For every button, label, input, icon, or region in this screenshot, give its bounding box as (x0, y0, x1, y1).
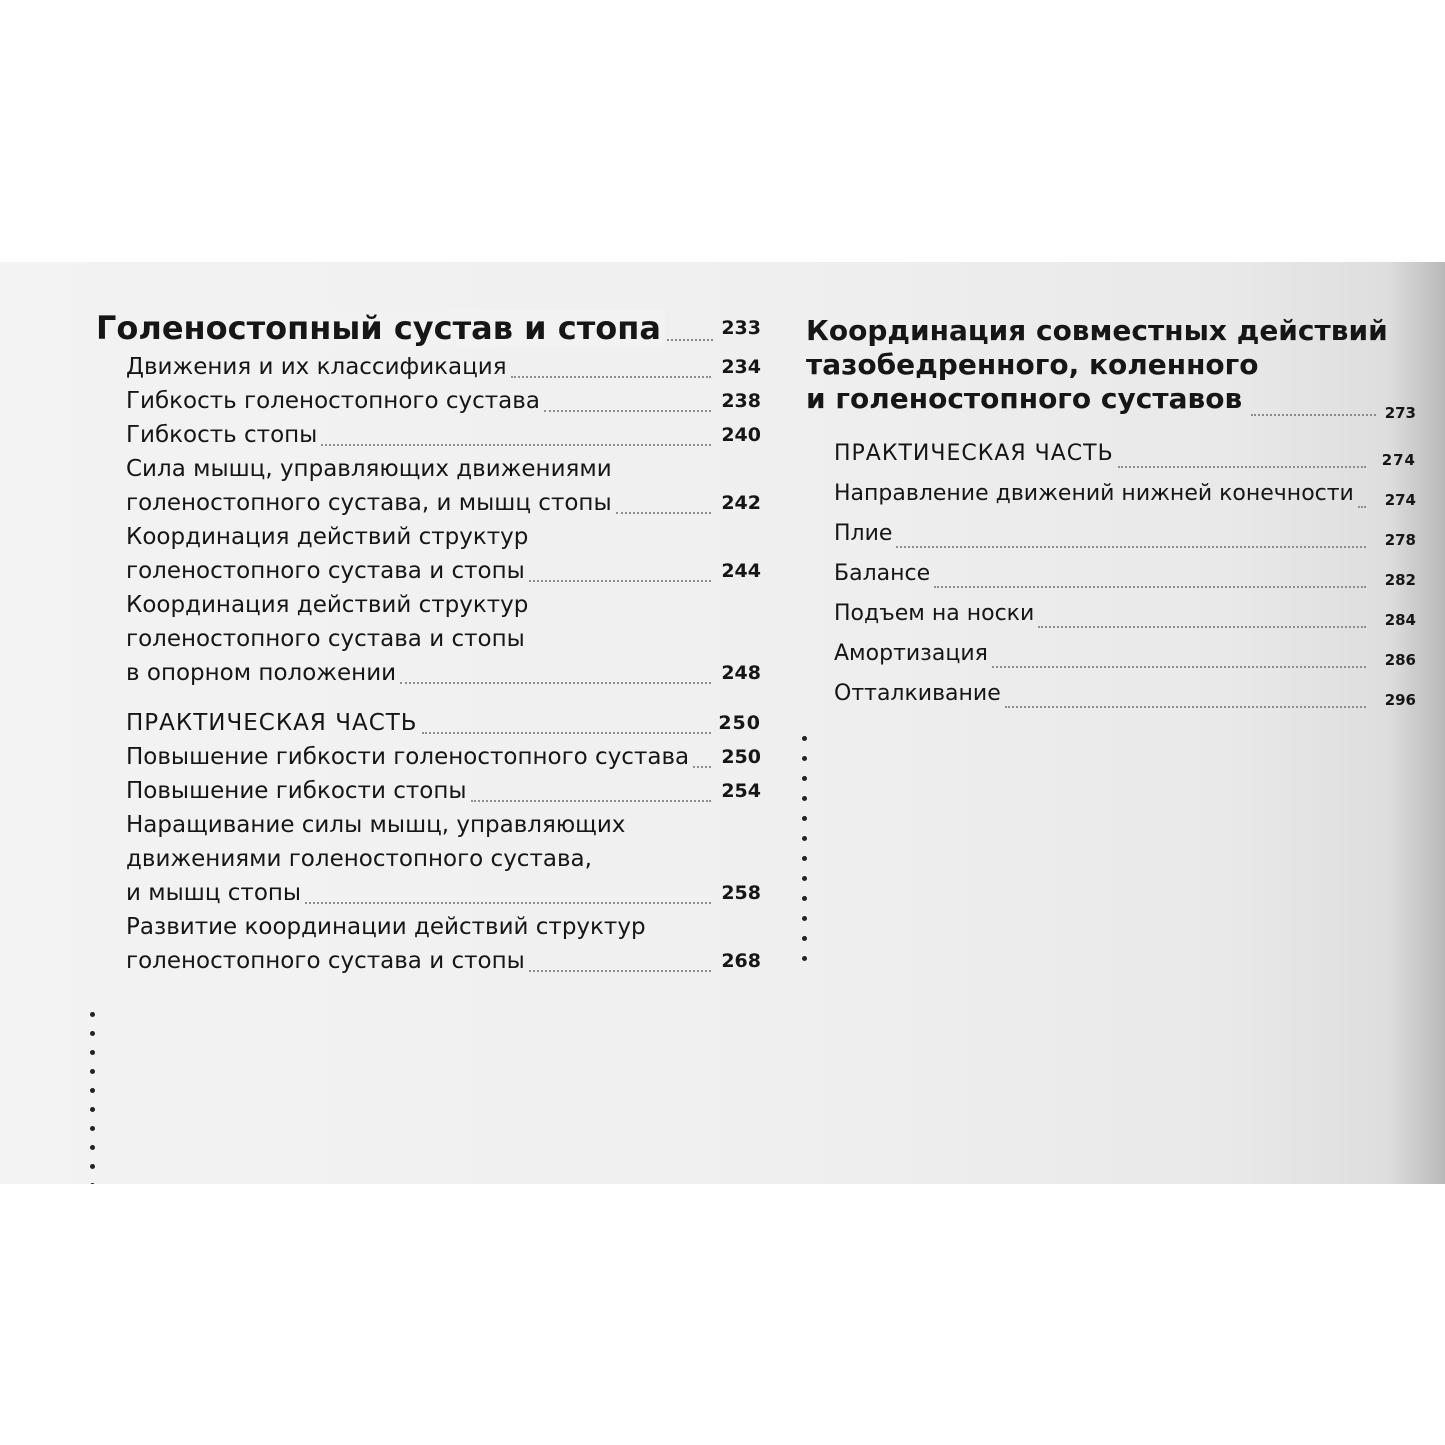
page-number: 278 (1384, 531, 1416, 549)
dot-leader (422, 731, 711, 734)
dot-leader (544, 409, 711, 412)
dot-leader (992, 665, 1366, 668)
bullet-dot (90, 1050, 95, 1055)
entry-title-line: Отталкивание (834, 681, 1001, 706)
page-number: 274 (1381, 451, 1416, 469)
bullet-dot (90, 1069, 95, 1074)
chapter-title-line: тазобедренного, коленного (806, 348, 1259, 381)
bullet-dot (802, 916, 807, 921)
toc-entry (806, 474, 1416, 514)
entry-title-line: голеностопного сустава, и мышц стопы (126, 490, 612, 516)
entry-title-line: Сила мышц, управляющих движениями (126, 456, 612, 482)
bullet-dot (802, 896, 807, 901)
bullet-dot (802, 936, 807, 941)
bullet-dot (802, 836, 807, 841)
section-title: ПРАКТИЧЕСКАЯ ЧАСТЬ (126, 710, 418, 736)
page-number: 233 (721, 317, 761, 339)
page-number: 286 (1384, 651, 1416, 669)
entry-title-line: Балансе (834, 561, 931, 586)
toc-entry (806, 514, 1416, 554)
dot-leader (471, 799, 711, 802)
page-number: 254 (721, 780, 761, 802)
entry-title-line: Амортизация (834, 641, 988, 666)
toc-entry (96, 774, 761, 808)
toc-entry (96, 520, 761, 588)
entry-title-line: Наращивание силы мышц, управляющих (126, 812, 626, 838)
bullet-dot (802, 956, 807, 961)
page-number: 282 (1384, 571, 1416, 589)
toc-entry (96, 350, 761, 384)
toc-entry (806, 674, 1416, 714)
dot-leader (511, 375, 711, 378)
bullet-dot (802, 736, 807, 741)
section-title: ПРАКТИЧЕСКАЯ ЧАСТЬ (834, 441, 1114, 466)
toc-entry (96, 452, 761, 520)
bullet-dot (90, 1107, 95, 1112)
toc-entry (806, 594, 1416, 634)
entry-title-line: Координация действий структур (126, 592, 529, 618)
page-number: 274 (1384, 491, 1416, 509)
page-number: 273 (1384, 404, 1416, 422)
entry-title-line: в опорном положении (126, 660, 397, 686)
toc-entry (806, 554, 1416, 594)
page-number: 238 (721, 390, 761, 412)
entry-title-line: голеностопного сустава и стопы (126, 626, 525, 652)
bullet-dot (802, 756, 807, 761)
page-number: 258 (721, 882, 761, 904)
page-number: 248 (721, 662, 761, 684)
dot-leader (529, 969, 711, 972)
dot-leader (305, 901, 711, 904)
entry-title-line: Повышение гибкости голеностопного сустава (126, 744, 690, 770)
dot-leader (321, 443, 711, 446)
bullet-dot (90, 1164, 95, 1169)
bullet-dot (90, 1088, 95, 1093)
bullet-dots-left (90, 1012, 96, 1184)
dot-leader (1005, 705, 1366, 708)
page-number: 244 (721, 560, 761, 582)
entry-title-line: движениями голеностопного сустава, (126, 846, 592, 872)
chapter-title-line: и голеностопного суставов (806, 382, 1243, 415)
book-page (0, 262, 1445, 1184)
toc-right-column (806, 314, 1416, 714)
dot-leader (400, 681, 711, 684)
chapter-heading (806, 314, 1416, 422)
toc-entry (96, 588, 761, 690)
toc-entry (806, 634, 1416, 674)
practical-section-heading (806, 434, 1416, 474)
entry-title-line: Плие (834, 521, 893, 546)
dot-leader (529, 579, 711, 582)
bullet-dots-right (802, 736, 808, 976)
entry-title-line: Развитие координации действий структур (126, 914, 646, 940)
page-number: 250 (718, 712, 761, 734)
chapter-heading (96, 310, 761, 346)
practical-section-heading (96, 706, 761, 740)
bullet-dot (90, 1012, 95, 1017)
entry-title-line: Подъем на носки (834, 601, 1035, 626)
entry-title-line: Повышение гибкости стопы (126, 778, 467, 804)
entry-title-line: Гибкость голеностопного сустава (126, 388, 540, 414)
dot-leader (1251, 414, 1376, 416)
toc-entry (96, 808, 761, 910)
page-number: 242 (721, 492, 761, 514)
bullet-dot (90, 1126, 95, 1131)
practical-entries (806, 474, 1416, 714)
toc-entries (96, 350, 761, 690)
bullet-dot (802, 816, 807, 821)
chapter-title: Голеностопный сустав и стопа (96, 310, 665, 346)
entry-title-line: Гибкость стопы (126, 422, 318, 448)
bullet-dot (90, 1145, 95, 1150)
toc-entry (96, 910, 761, 978)
bullet-dot (802, 856, 807, 861)
dot-leader (693, 765, 711, 768)
page-number: 268 (721, 950, 761, 972)
entry-title-line: Движения и их классификация (126, 354, 507, 380)
bullet-dot (802, 876, 807, 881)
page-number: 296 (1384, 691, 1416, 709)
entry-title-line: и мышц стопы (126, 880, 302, 906)
entry-title-line: голеностопного сустава и стопы (126, 558, 525, 584)
toc-entry (96, 740, 761, 774)
page-number: 240 (721, 424, 761, 446)
toc-entry (96, 418, 761, 452)
entry-title-line: голеностопного сустава и стопы (126, 948, 525, 974)
bullet-dot (90, 1183, 95, 1184)
bullet-dot (802, 776, 807, 781)
chapter-title-line: Координация совместных действий (806, 314, 1388, 347)
practical-entries (96, 740, 761, 978)
entry-title-line: Координация действий структур (126, 524, 529, 550)
bullet-dot (90, 1031, 95, 1036)
dot-leader (1118, 465, 1366, 468)
dot-leader (1358, 505, 1366, 508)
dot-leader (934, 585, 1366, 588)
bullet-dot (802, 796, 807, 801)
dot-leader (896, 545, 1366, 548)
toc-entry (96, 384, 761, 418)
dot-leader (1038, 625, 1366, 628)
page-number: 284 (1384, 611, 1416, 629)
toc-left-column (96, 310, 761, 978)
page-number: 250 (721, 746, 761, 768)
dot-leader (616, 511, 711, 514)
page-number: 234 (721, 356, 761, 378)
entry-title-line: Направление движений нижней конечности (834, 481, 1354, 506)
